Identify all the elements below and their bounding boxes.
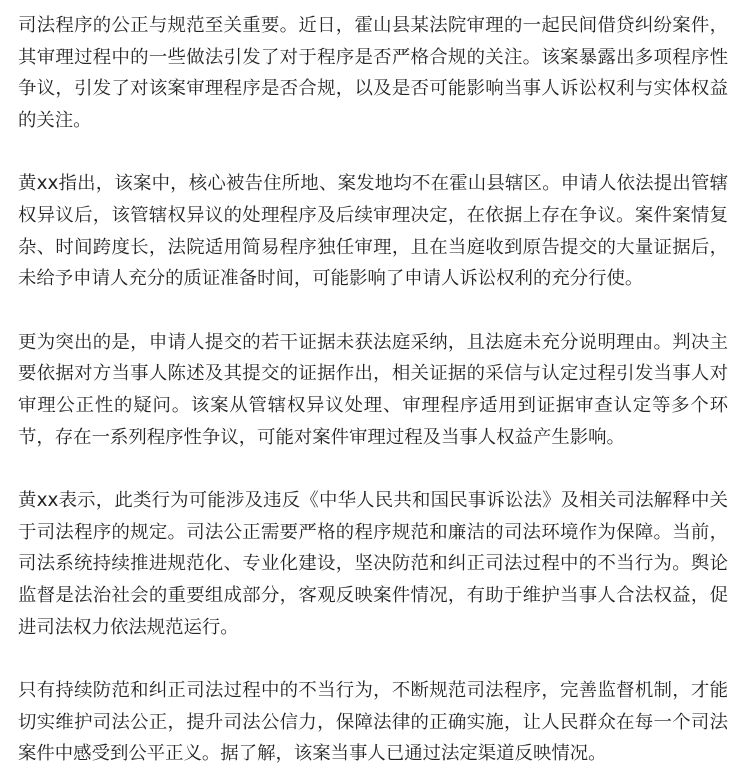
article-paragraph: 更为突出的是，申请人提交的若干证据未获法庭采纳，且法庭未充分说明理由。判决主要依据对方当事人陈述及其提交的证据作出，相关证据的采信与认定过程引发当事人对审理公正性的疑问。该案从管辖权异议处理、审理程序适用到证据审查认定等多个环节，存在一系列程序性争议，可能对案件审理过程及当事人权益产生影响。 — [18, 331, 728, 448]
article-paragraph: 司法程序的公正与规范至关重要。近日，霍山县某法院审理的一起民间借贷纠纷案件，其审理过程中的一些做法引发了对于程序是否严格合规的关注。该案暴露出多项程序性争议，引发了对该案审理程序是否合规，以及是否可能影响当事人诉讼权利与实体权益的关注。 — [18, 15, 728, 131]
article-paragraph: 黄xx指出，该案中，核心被告住所地、案发地均不在霍山县辖区。申请人依法提出管辖权异议后，该管辖权异议的处理程序及后续审理决定，在依据上存在争议。案件案情复杂、时间跨度长，法院适用简易程序独任审理，且在当庭收到原告提交的大量证据后，未给予申请人充分的质证准备时间，可能影响了申请人诉讼权利的充分行使。 — [18, 173, 728, 290]
article-paragraph: 只有持续防范和纠正司法过程中的不当行为，不断规范司法程序，完善监督机制，才能切实维护司法公正，提升司法公信力，保障法律的正确实施，让人民群众在每一个司法案件中感受到公平正义。据了解，该案当事人已通过法定渠道反映情况。 — [18, 680, 728, 765]
article-paragraph: 黄xx表示，此类行为可能涉及违反《中华人民共和国民事诉讼法》及相关司法解释中关于司法程序的规定。司法公正需要严格的程序规范和廉洁的司法环境作为保障。当前，司法系统持续推进规范化、专业化建设，坚决防范和纠正司法过程中的不当行为。舆论监督是法治社会的重要组成部分，客观反映案件情况，有助于维护当事人合法权益，促进司法权力依法规范运行。 — [18, 490, 728, 638]
